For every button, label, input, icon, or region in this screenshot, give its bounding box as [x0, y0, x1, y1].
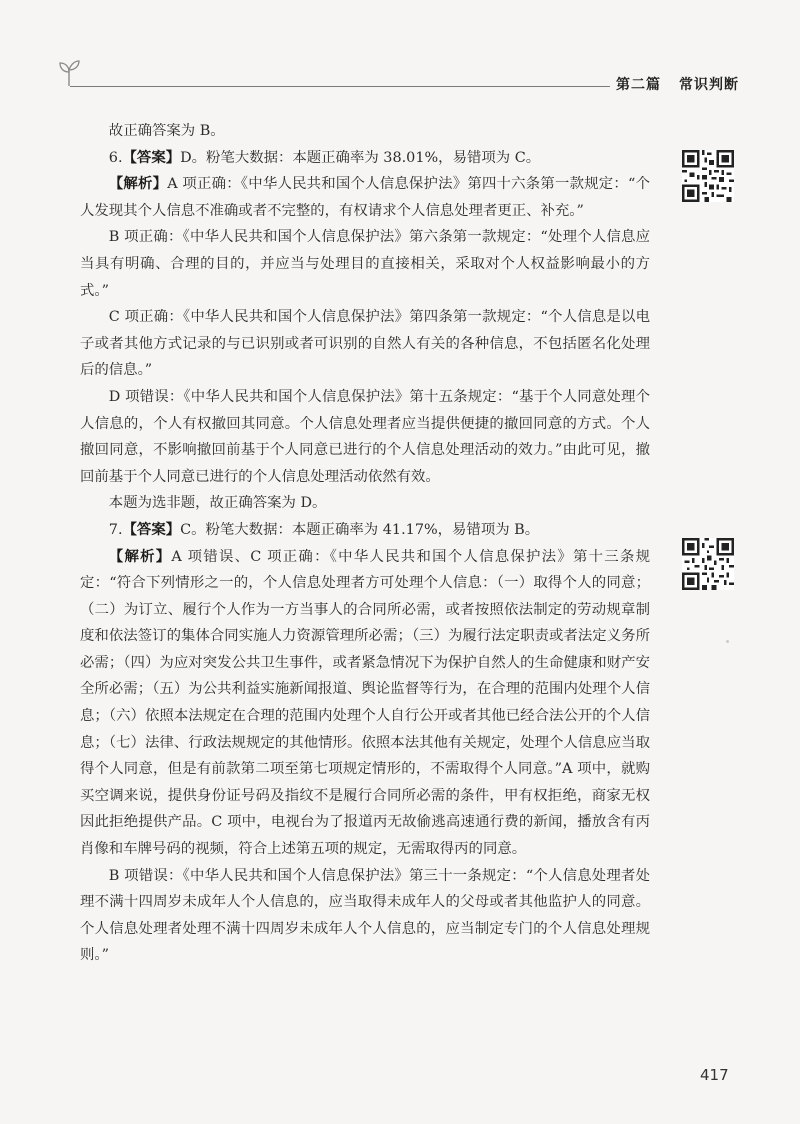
- q7-option-b: B 项错误：《中华人民共和国个人信息保护法》第三十一条规定：“个人信息处理者处理不满十四周岁未成年人个人信息的，应当取得未成年人的父母或者其他监护人的同意。个人信息处理者处理不满十四周岁未成年人个人信息的，应当制定专门的个人信息处理规则。”: [80, 867, 650, 964]
- q6-number: 6.: [108, 149, 123, 166]
- q7-analysis-tag: 【解析】: [108, 548, 172, 565]
- q6-option-d: D 项错误：《中华人民共和国个人信息保护法》第十五条规定：“基于个人同意处理个人信息的，个人有权撤回其同意。个人信息处理者应当提供便捷的撤回同意的方式。个人撤回同意，不影响撤回前基于个人同意已进行的个人信息处理活动的效力。”由此可见，撤回前基于个人同意已进行的个人信息处理活动依然有效。: [80, 388, 650, 485]
- header-part: 第二篇: [616, 77, 661, 93]
- q6-answer-text: D。粉笔大数据：本题正确率为 38.01%，易错项为 C。: [180, 149, 541, 166]
- q6-analysis-tag: 【解析】: [108, 176, 168, 193]
- qr-code-icon[interactable]: [682, 538, 734, 590]
- page-header: [0, 0, 800, 100]
- margin-mark: [726, 640, 729, 643]
- sprout-icon: [58, 57, 80, 87]
- q6-answer-tag: 【答案】: [122, 149, 181, 166]
- q7-answer-text: C。粉笔大数据：本题正确率为 41.17%，易错项为 B。: [180, 521, 540, 538]
- q6-analysis: [80, 171, 650, 224]
- qr-code-icon[interactable]: [682, 150, 734, 202]
- page-number: 417: [700, 1066, 729, 1084]
- q6-conclusion: 本题为选非题，故正确答案为 D。: [108, 495, 327, 512]
- q6-analysis-text: A 项正确：《中华人民共和国个人信息保护法》第四十六条第一款规定：“个人发现其个人信息不准确或者不完整的，有权请求个人信息处理者更正、补充。”: [80, 176, 650, 219]
- q7-analysis: [80, 544, 650, 863]
- q6-option-c: C 项正确：《中华人民共和国个人信息保护法》第四条第一款规定：“个人信息是以电子或者其他方式记录的与已识别或者可识别的自然人有关的各种信息，不包括匿名化处理后的信息。”: [80, 309, 650, 379]
- header-section-title: [616, 74, 739, 94]
- main-content: [80, 118, 650, 969]
- header-divider: [70, 86, 610, 87]
- header-section: 常识判断: [679, 77, 739, 93]
- q7-answer-tag: 【答案】: [122, 521, 181, 538]
- paragraph-answer-b: 故正确答案为 B。: [108, 123, 225, 139]
- q6-option-b: B 项正确：《中华人民共和国个人信息保护法》第六条第一款规定：“处理个人信息应当具有明确、合理的目的，并应当与处理目的直接相关，采取对个人权益影响最小的方式。”: [80, 229, 650, 299]
- q7-number: 7.: [108, 521, 123, 538]
- q7-analysis-text: A 项错误、C 项正确：《中华人民共和国个人信息保护法》第十三条规定：“符合下列情形之一的，个人信息处理者方可处理个人信息：（一）取得个人的同意；（二）为订立、履行个人作为一方当事人的合同所必需，或者按照依法制定的劳动规章制度和依法签订的集体合同实施人力资源管理所必需；（三）为履行法定职责或者法定义务所必需；（四）为应对突发公共卫生事件，或者紧急情况下为保护自然人的生命健康和财产安全所必需；（五）为公共利益实施新闻报道、舆论监督等行为，在合理的范围内处理个人信息；（六）依照本法规定在合理的范围内处理个人自行公开或者其他已经合法公开的个人信息；（七）法律、行政法规规定的其他情形。依照本法其他有关规定，处理个人信息应当取得个人同意，但是有前款第二项至第七项规定情形的，不需取得个人同意。”A 项中，就购买空调来说，提供身份证号码及指纹不是履行合同所必需的条件，甲有权拒绝，商家无权因此拒绝提供产品。C 项中，电视台为了报道丙无故偷逃高速通行费的新闻，播放含有丙肖像和车牌号码的视频，符合上述第五项的规定，无需取得丙的同意。: [80, 548, 650, 858]
- q7-answer: [80, 517, 650, 544]
- q6-answer: [80, 145, 650, 172]
